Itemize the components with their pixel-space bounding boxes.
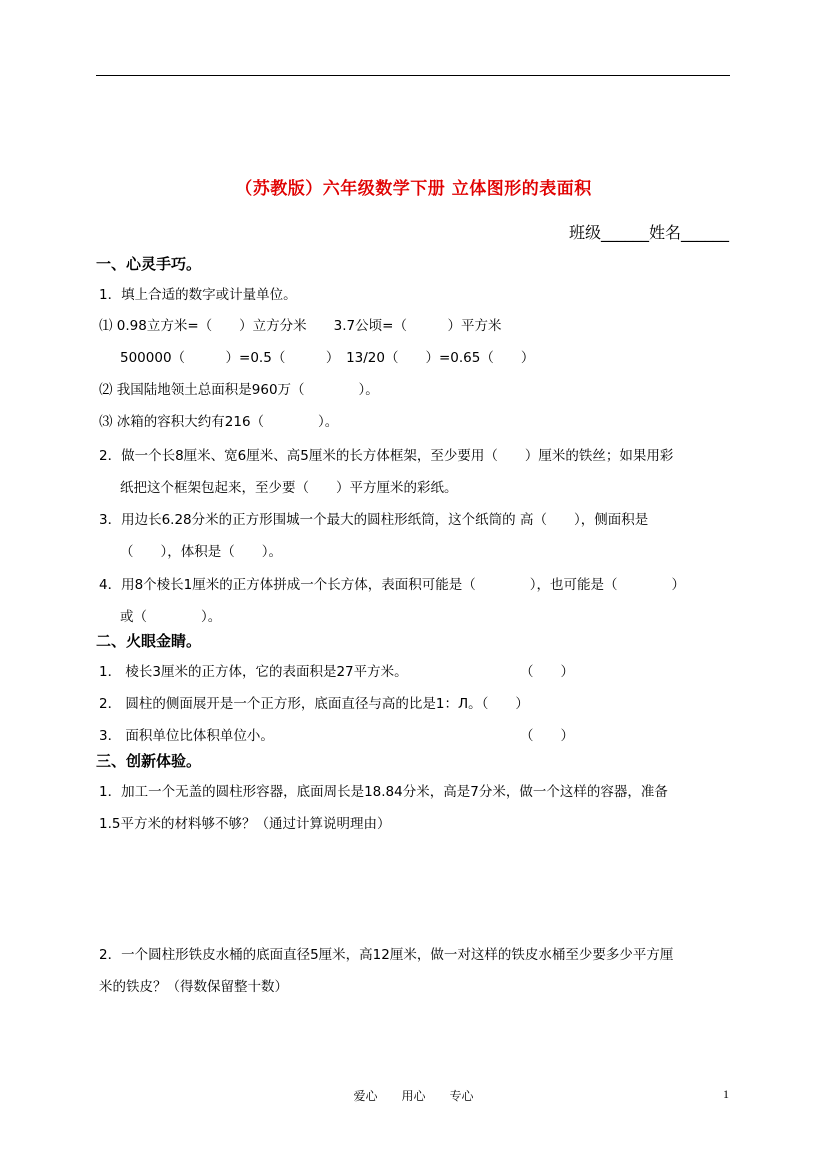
page-number: 1 (723, 1087, 729, 1101)
judge-2: 2． 圆柱的侧面展开是一个正方形，底面直径与高的比是1：Л。（ ） (99, 696, 529, 712)
footer-text: 爱心 用心 专心 (353, 1089, 474, 1103)
judge-3-paren: （ ） (520, 728, 574, 744)
section-heading-3: 三、创新体验。 (96, 752, 202, 770)
question-4-line1: 4．用8个棱长1厘米的正方体拼成一个长方体，表面积可能是（ ），也可能是（ ） (99, 577, 686, 593)
judge-1: 1． 棱长3厘米的正方体，它的表面积是27平方米。 (99, 664, 408, 680)
creative-2-line2: 米的铁皮？（得数保留整十数） (99, 979, 288, 995)
creative-1-line1: 1．加工一个无盖的圆柱形容器，底面周长是18.84分米，高是7分米，做一个这样的容器，准备 (99, 784, 668, 800)
creative-2-line1: 2．一个圆柱形铁皮水桶的底面直径5厘米，高12厘米，做一对这样的铁皮水桶至少要多少平方厘 (99, 947, 674, 963)
header-rule (96, 75, 730, 76)
question-4-line2: 或（ ）。 (120, 609, 222, 625)
question-1-1a: ⑴ 0.98立方米=（ ）立方分米 3.7公顷=（ ）平方米 (99, 318, 502, 334)
question-1: 1．填上合适的数字或计量单位。 (99, 287, 297, 303)
section-heading-1: 一、心灵手巧。 (96, 255, 202, 273)
judge-1-paren: （ ） (520, 664, 574, 680)
question-2-line2: 纸把这个框架包起来，至少要（ ）平方厘米的彩纸。 (120, 480, 458, 496)
question-3-line1: 3．用边长6.28分米的正方形围城一个最大的圆柱形纸筒，这个纸筒的 高（ ），侧面积是 (99, 512, 649, 528)
question-1-2: ⑵ 我国陆地领土总面积是960万（ ）。 (99, 382, 379, 398)
question-1-1b: 500000（ ）=0.5（ ） 13/20（ ）=0.65（ ） (120, 350, 535, 366)
question-3-line2: （ ），体积是（ ）。 (120, 544, 282, 560)
question-2-line1: 2．做一个长8厘米、宽6厘米、高5厘米的长方体框架，至少要用（ ）厘米的铁丝；如果用彩 (99, 448, 674, 464)
question-1-3: ⑶ 冰箱的容积大约有216（ ）。 (99, 414, 339, 430)
judge-3: 3． 面积单位比体积单位小。 (99, 728, 274, 744)
creative-1-line2: 1.5平方米的材料够不够？（通过计算说明理由） (99, 816, 391, 832)
class-name-line: 班级______姓名______ (568, 223, 729, 242)
page-title: （苏教版）六年级数学下册 立体图形的表面积 (235, 179, 592, 199)
section-heading-2: 二、火眼金睛。 (96, 632, 202, 650)
